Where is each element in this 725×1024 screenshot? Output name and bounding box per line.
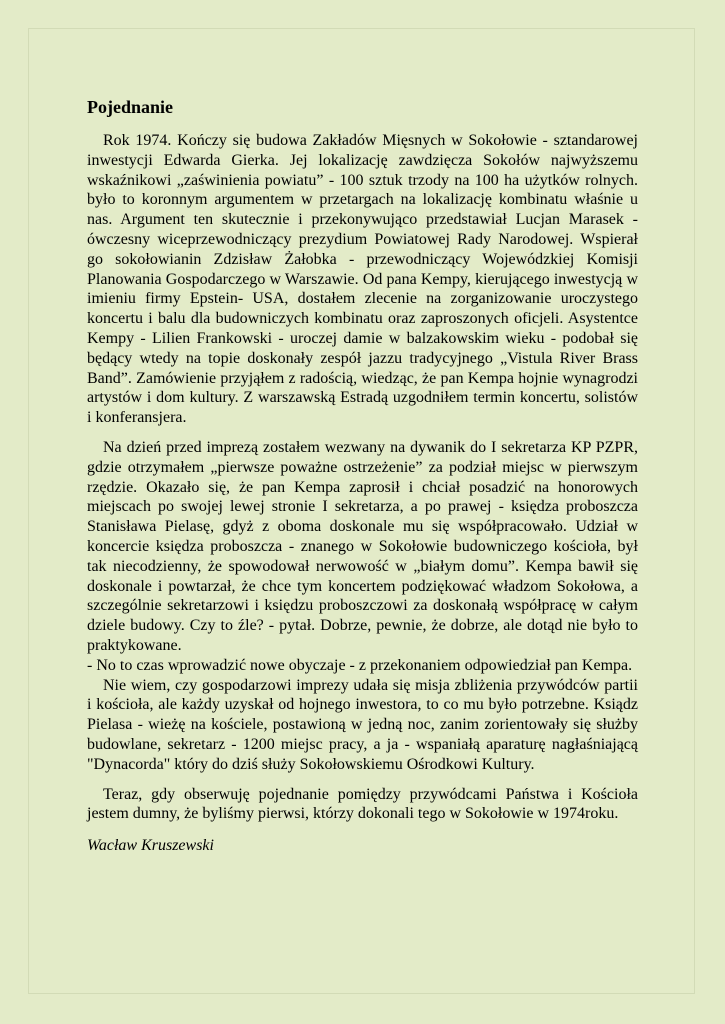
paragraph-5: Teraz, gdy obserwuję pojednanie pomiędzy przywódcami Państwa i Kościoła jestem dumny, że byliśmy pierwsi, którzy dokonali tego w Sokołowie w 1974roku. (87, 785, 638, 823)
paragraph-2: Na dzień przed imprezą zostałem wezwany na dywanik do I sekretarza KP PZPR, gdzie otrzymałem „pierwsze poważne ostrzeżenie” za podział miejsc w pierwszym rzędzie. Okazało się, że pan Kempa zaprosił i chciał posadzić na honorowych miejscach po swojej lewej stronie I sekretarza, a po prawej - księdza proboszcza Stanisława Pielasę, gdyż z oboma doskonale mu się współpracowało. Udział w koncercie księdza proboszcza - znanego w Sokołowie budowniczego kościoła, był tak niecodzienny, że spowodował nerwowość w „białym domu”. Kempa bawił się doskonale i powtarzał, że chce tym koncertem podziękować władzom Sokołowa, a szczególnie sekretarzowi i księdzu proboszczowi za doskonałą współpracę w całym dziele budowy. Czy to źle? - pytał. Dobrze, pewnie, że dobrze, ale dotąd nie było to praktykowane. (87, 438, 638, 654)
document-title: Pojednanie (87, 97, 174, 117)
paragraph-3: - No to czas wprowadzić nowe obyczaje - z przekonaniem odpowiedział pan Kempa. (87, 656, 633, 674)
author-signature: Wacław Kruszewski (87, 837, 214, 855)
paragraph-4: Nie wiem, czy gospodarzowi imprezy udała się misja zbliżenia przywódców partii i kościoła, ale każdy uzyskał od hojnego inwestora, to co mu było potrzebne. Ksiądz Pielasa - wieżę na kościele, postawioną w jedną noc, zanim zorientowały się służby budowlane, sekretarz - 1200 miejsc pracy, a ja - wspaniałą aparaturę nagłaśniającą "Dynacorda" który do dziś służy Sokołowskiemu Ośrodkowi Kultury. (87, 676, 638, 773)
document-body (87, 95, 638, 856)
paragraph-1: Rok 1974. Kończy się budowa Zakładów Mięsnych w Sokołowie - sztandarowej inwestycji Edwarda Gierka. Jej lokalizację zawdzięcza Sokołów najwyższemu wskaźnikowi „zaświnienia powiatu” - 100 sztuk trzody na 100 ha użytków rolnych. było to koronnym argumentem w przetargach na lokalizację kombinatu właśnie u nas. Argument ten skutecznie i przekonywująco przedstawiał Lucjan Marasek - ówczesny wiceprzewodniczący prezydium Powiatowej Rady Narodowej. Wspierał go sokołowianin Zdzisław Żałobka - przewodniczący Wojewódzkiej Komisji Planowania Gospodarczego w Warszawie. Od pana Kempy, kierującego inwestycją w imieniu firmy Epstein- USA, dostałem zlecenie na zorganizowanie uroczystego koncertu i balu dla budowniczych kombinatu oraz zaproszonych oficjeli. Asystentce Kempy - Lilien Frankowski - uroczej damie w balzakowskim wieku - podobał się będący wtedy na topie doskonały zespół jazzu tradycyjnego „Vistula River Brass Band”. Zamówienie przyjąłem z radością, wiedząc, że pan Kempa hojnie wynagrodzi artystów i dom kultury. Z warszawską Estradą uzgodniłem termin koncertu, solistów i konferansjera. (87, 132, 638, 427)
